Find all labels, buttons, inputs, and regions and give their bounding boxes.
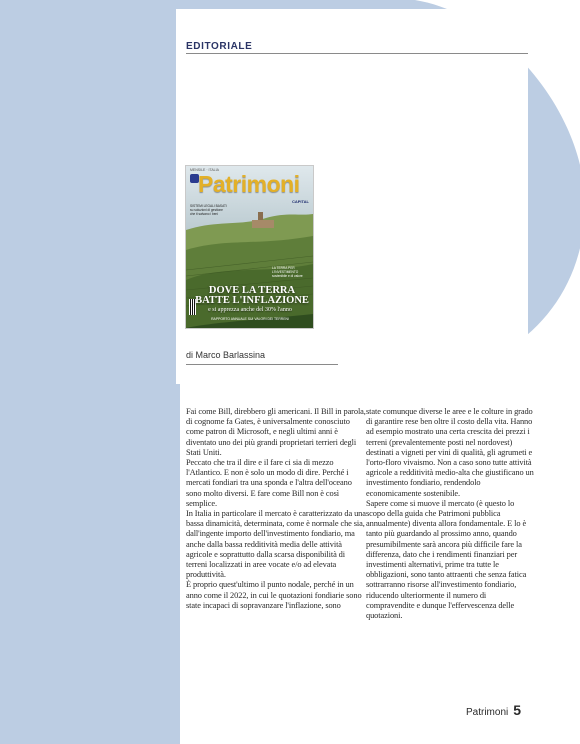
cover-report-line: RAPPORTO ANNUALE SUI VALORI DEI TERRENI <box>211 317 289 321</box>
cover-logo: Patrimoni <box>198 171 300 197</box>
cover-side-text: SISTEMI LEGALI BASATI su soluzioni di gestione che ti salvano i beni <box>190 204 227 216</box>
magazine-name: Patrimoni <box>466 707 509 718</box>
magazine-cover <box>186 166 313 328</box>
article-paragraph: Fai come Bill, direbbero gli americani. Il Bill in parola, di cognome fa Gates, è universalmente conosciuto come patron di Microsoft, e negli ultimi anni è diventato uno dei più grandi proprietari terrieri degli Stati Uniti. <box>186 407 366 457</box>
page-number: 5 <box>513 702 522 718</box>
article-paragraph: In Italia in particolare il mercato è caratterizzato da una bassa dinamicità, determinata, come è normale che sia, dall'ingente importo dell'investimento fondiario, ma anche dalla bassa redditività media delle attività agricole e soprattutto dalla scarsa disponibilità di terreni localizzati in aree vocate e/o ad elevata produttività. <box>186 509 366 580</box>
section-label: EDITORIALE <box>186 41 253 52</box>
article-paragraph: state comunque diverse le aree e le colture in grado di garantire rese ben oltre il costo della vita. Hanno ad esempio mostrato una certa crescita dei prezzi i terreni (prevalentemente posti nel nordovest) destinati a vigneti per vini di qualità, gli agrumeti e l'orto-floro vivaismo. Non a caso sono tutte attività agricole a redditività medio-alta che giustificano un investimento fondiario, rendendolo economicamente sostenibile. <box>366 407 534 498</box>
article-paragraph: Peccato che tra il dire e il fare ci sia di mezzo l'Atlantico. E non è solo un modo di dire. Perché i mercati fondiari tra una sponda e l'altra dell'oceano sono molto diversi. E fare come Bill non è così semplice. <box>186 458 352 508</box>
cover-headline-line-2: BATTE L'INFLAZIONE <box>195 295 309 306</box>
section-rule <box>186 53 528 54</box>
cover-right-text: LA TERRA PER L'INVESTIMENTO sostenibile e di valore <box>272 266 303 278</box>
cover-tagline: e si apprezza anche del 30% l'anno <box>208 307 292 313</box>
page-footer <box>466 702 521 718</box>
byline-rule <box>186 364 338 365</box>
article-paragraph: Sapere come si muove il mercato (è questo lo scopo della guida che Patrimoni pubblica annualmente) diventa allora fondamentale. E lo è tanto più guardando al prossimo anno, quando presumibilmente sarà ancora più difficile fare la differenza, dato che i rendimenti finanziari per investimenti alternativi, prime tra tutte le obbligazioni, sono tanto attraenti che senza fatica sottrarranno risorse all'investimento fondiario, riducendo ulteriormente il numero di compravendite e dunque l'effervescenza delle quotazioni. <box>366 498 527 621</box>
cover-sublogo: CAPITAL <box>291 199 309 204</box>
article-column-right <box>366 407 534 621</box>
cover-topline: MENSILE · ITALIA <box>190 168 219 172</box>
cover-headline-line-1: DOVE LA TERRA <box>208 285 296 296</box>
cover-headline <box>192 286 312 306</box>
article-column-left <box>186 407 366 611</box>
article-paragraph: È proprio quest'ultimo il punto nodale, perché in un anno come il 2022, in cui le quotazioni fondiarie sono state incapaci di sopravanzare l'inflazione, sono <box>186 580 362 610</box>
author-byline: di Marco Barlassina <box>186 350 266 360</box>
